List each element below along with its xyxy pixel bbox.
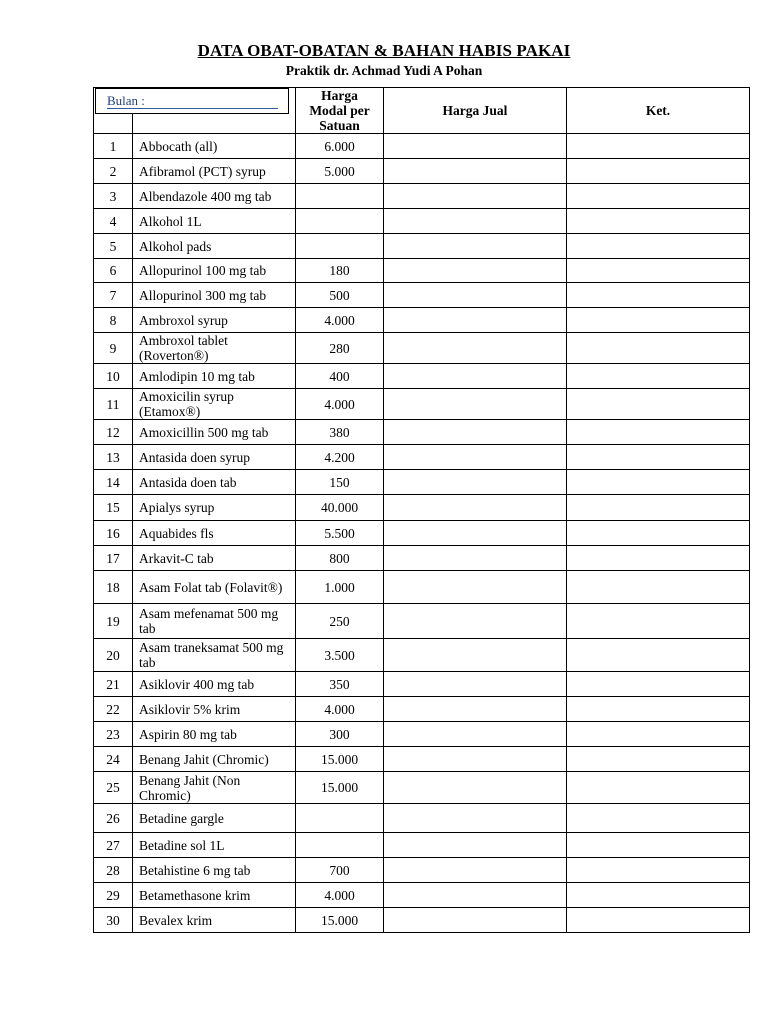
notes-cell[interactable] bbox=[567, 833, 750, 858]
price-sell-cell[interactable] bbox=[384, 772, 567, 804]
notes-cell[interactable] bbox=[567, 364, 750, 389]
price-modal: 350 bbox=[296, 672, 384, 697]
header-price-modal: Harga Modal per Satuan bbox=[296, 88, 384, 134]
table-row bbox=[94, 209, 750, 234]
notes-cell[interactable] bbox=[567, 858, 750, 883]
table-row bbox=[94, 747, 750, 772]
header-notes: Ket. bbox=[567, 88, 750, 134]
table-row bbox=[94, 883, 750, 908]
price-modal bbox=[296, 209, 384, 234]
row-number: 20 bbox=[94, 639, 133, 672]
price-sell-cell[interactable] bbox=[384, 209, 567, 234]
price-sell-cell[interactable] bbox=[384, 546, 567, 571]
price-sell-cell[interactable] bbox=[384, 697, 567, 722]
medicine-name: Betamethasone krim bbox=[133, 883, 296, 908]
header-price-sell: Harga Jual bbox=[384, 88, 567, 134]
price-sell-cell[interactable] bbox=[384, 521, 567, 546]
price-modal: 280 bbox=[296, 333, 384, 364]
document-subtitle: Praktik dr. Achmad Yudi A Pohan bbox=[285, 63, 483, 78]
price-sell-cell[interactable] bbox=[384, 804, 567, 833]
price-sell-cell[interactable] bbox=[384, 495, 567, 521]
notes-cell[interactable] bbox=[567, 308, 750, 333]
price-sell-cell[interactable] bbox=[384, 259, 567, 283]
month-underline bbox=[107, 108, 278, 109]
price-sell-cell[interactable] bbox=[384, 389, 567, 420]
price-modal: 15.000 bbox=[296, 908, 384, 933]
medicine-name: Apialys syrup bbox=[133, 495, 296, 521]
table-row bbox=[94, 833, 750, 858]
table-row bbox=[94, 697, 750, 722]
medicine-name: Afibramol (PCT) syrup bbox=[133, 159, 296, 184]
notes-cell[interactable] bbox=[567, 521, 750, 546]
notes-cell[interactable] bbox=[567, 209, 750, 234]
row-number: 24 bbox=[94, 747, 133, 772]
row-number: 19 bbox=[94, 604, 133, 639]
table-row bbox=[94, 364, 750, 389]
medicine-name: Antasida doen syrup bbox=[133, 445, 296, 470]
notes-cell[interactable] bbox=[567, 883, 750, 908]
price-sell-cell[interactable] bbox=[384, 234, 567, 259]
medicine-name: Amoxicilin syrup (Etamox®) bbox=[133, 389, 296, 420]
price-sell-cell[interactable] bbox=[384, 858, 567, 883]
row-number: 26 bbox=[94, 804, 133, 833]
row-number: 13 bbox=[94, 445, 133, 470]
row-number: 18 bbox=[94, 571, 133, 604]
month-field[interactable] bbox=[95, 88, 289, 114]
medicine-name: Benang Jahit (Chromic) bbox=[133, 747, 296, 772]
table-row bbox=[94, 858, 750, 883]
row-number: 27 bbox=[94, 833, 133, 858]
notes-cell[interactable] bbox=[567, 747, 750, 772]
price-modal: 700 bbox=[296, 858, 384, 883]
price-sell-cell[interactable] bbox=[384, 833, 567, 858]
table-row bbox=[94, 283, 750, 308]
table-row bbox=[94, 604, 750, 639]
price-sell-cell[interactable] bbox=[384, 672, 567, 697]
medicine-name: Amoxicillin 500 mg tab bbox=[133, 420, 296, 445]
row-number: 9 bbox=[94, 333, 133, 364]
medicine-name: Allopurinol 100 mg tab bbox=[133, 259, 296, 283]
notes-cell[interactable] bbox=[567, 772, 750, 804]
price-modal: 5.500 bbox=[296, 521, 384, 546]
price-modal: 3.500 bbox=[296, 639, 384, 672]
price-sell-cell[interactable] bbox=[384, 571, 567, 604]
medicine-name: Ambroxol tablet (Roverton®) bbox=[133, 333, 296, 364]
table-row bbox=[94, 521, 750, 546]
table-row bbox=[94, 134, 750, 159]
row-number: 21 bbox=[94, 672, 133, 697]
row-number: 1 bbox=[94, 134, 133, 159]
table-row bbox=[94, 445, 750, 470]
document-title: DATA OBAT-OBATAN & BAHAN HABIS PAKAI bbox=[197, 41, 571, 60]
price-modal: 400 bbox=[296, 364, 384, 389]
medicine-name: Alkohol pads bbox=[133, 234, 296, 259]
price-modal: 4.000 bbox=[296, 883, 384, 908]
medicine-name: Betadine sol 1L bbox=[133, 833, 296, 858]
price-sell-cell[interactable] bbox=[384, 184, 567, 209]
notes-cell[interactable] bbox=[567, 333, 750, 364]
price-modal: 1.000 bbox=[296, 571, 384, 604]
notes-cell[interactable] bbox=[567, 697, 750, 722]
row-number: 22 bbox=[94, 697, 133, 722]
price-sell-cell[interactable] bbox=[384, 604, 567, 639]
price-modal: 4.200 bbox=[296, 445, 384, 470]
price-sell-cell[interactable] bbox=[384, 883, 567, 908]
notes-cell[interactable] bbox=[567, 234, 750, 259]
notes-cell[interactable] bbox=[567, 389, 750, 420]
row-number: 6 bbox=[94, 259, 133, 283]
notes-cell[interactable] bbox=[567, 672, 750, 697]
table-row bbox=[94, 184, 750, 209]
price-sell-cell[interactable] bbox=[384, 159, 567, 184]
table-row bbox=[94, 470, 750, 495]
notes-cell[interactable] bbox=[567, 159, 750, 184]
medicine-name: Betahistine 6 mg tab bbox=[133, 858, 296, 883]
notes-cell[interactable] bbox=[567, 571, 750, 604]
notes-cell[interactable] bbox=[567, 639, 750, 672]
medicine-name: Asam Folat tab (Folavit®) bbox=[133, 571, 296, 604]
table-row bbox=[94, 908, 750, 933]
medicine-name: Antasida doen tab bbox=[133, 470, 296, 495]
row-number: 10 bbox=[94, 364, 133, 389]
row-number: 11 bbox=[94, 389, 133, 420]
month-label: Bulan : bbox=[107, 93, 145, 108]
notes-cell[interactable] bbox=[567, 259, 750, 283]
price-sell-cell[interactable] bbox=[384, 308, 567, 333]
medicine-name: Arkavit-C tab bbox=[133, 546, 296, 571]
row-number: 16 bbox=[94, 521, 133, 546]
row-number: 29 bbox=[94, 883, 133, 908]
medicine-name: Asiklovir 400 mg tab bbox=[133, 672, 296, 697]
table-row bbox=[94, 308, 750, 333]
price-modal: 40.000 bbox=[296, 495, 384, 521]
price-modal bbox=[296, 833, 384, 858]
table-row bbox=[94, 234, 750, 259]
price-sell-cell[interactable] bbox=[384, 639, 567, 672]
table-row bbox=[94, 495, 750, 521]
price-modal: 380 bbox=[296, 420, 384, 445]
medicine-name: Asam mefenamat 500 mg tab bbox=[133, 604, 296, 639]
table-body bbox=[94, 88, 750, 933]
row-number: 30 bbox=[94, 908, 133, 933]
price-modal: 500 bbox=[296, 283, 384, 308]
table-row bbox=[94, 722, 750, 747]
table-row bbox=[94, 333, 750, 364]
notes-cell[interactable] bbox=[567, 495, 750, 521]
price-modal bbox=[296, 234, 384, 259]
row-number: 7 bbox=[94, 283, 133, 308]
table-row bbox=[94, 420, 750, 445]
table-row bbox=[94, 571, 750, 604]
price-modal: 15.000 bbox=[296, 772, 384, 804]
row-number: 4 bbox=[94, 209, 133, 234]
price-modal: 4.000 bbox=[296, 308, 384, 333]
notes-cell[interactable] bbox=[567, 722, 750, 747]
price-modal: 6.000 bbox=[296, 134, 384, 159]
medicine-name: Alkohol 1L bbox=[133, 209, 296, 234]
price-modal: 150 bbox=[296, 470, 384, 495]
price-modal: 5.000 bbox=[296, 159, 384, 184]
medicine-name: Ambroxol syrup bbox=[133, 308, 296, 333]
notes-cell[interactable] bbox=[567, 470, 750, 495]
price-sell-cell[interactable] bbox=[384, 722, 567, 747]
notes-cell[interactable] bbox=[567, 546, 750, 571]
medicine-name: Asiklovir 5% krim bbox=[133, 697, 296, 722]
price-sell-cell[interactable] bbox=[384, 908, 567, 933]
medicine-name: Aspirin 80 mg tab bbox=[133, 722, 296, 747]
price-sell-cell[interactable] bbox=[384, 747, 567, 772]
medicine-name: Betadine gargle bbox=[133, 804, 296, 833]
price-modal bbox=[296, 184, 384, 209]
price-sell-cell[interactable] bbox=[384, 333, 567, 364]
price-modal: 800 bbox=[296, 546, 384, 571]
row-number: 23 bbox=[94, 722, 133, 747]
price-sell-cell[interactable] bbox=[384, 445, 567, 470]
medicine-name: Asam traneksamat 500 mg tab bbox=[133, 639, 296, 672]
row-number: 14 bbox=[94, 470, 133, 495]
medicine-table bbox=[93, 87, 750, 933]
medicine-name: Abbocath (all) bbox=[133, 134, 296, 159]
medicine-name: Benang Jahit (Non Chromic) bbox=[133, 772, 296, 804]
medicine-name: Amlodipin 10 mg tab bbox=[133, 364, 296, 389]
price-modal: 4.000 bbox=[296, 389, 384, 420]
notes-cell[interactable] bbox=[567, 283, 750, 308]
price-modal: 15.000 bbox=[296, 747, 384, 772]
notes-cell[interactable] bbox=[567, 908, 750, 933]
table-row bbox=[94, 672, 750, 697]
table-row bbox=[94, 804, 750, 833]
row-number: 2 bbox=[94, 159, 133, 184]
row-number: 12 bbox=[94, 420, 133, 445]
table-row bbox=[94, 546, 750, 571]
notes-cell[interactable] bbox=[567, 184, 750, 209]
price-modal: 250 bbox=[296, 604, 384, 639]
price-modal: 300 bbox=[296, 722, 384, 747]
row-number: 15 bbox=[94, 495, 133, 521]
row-number: 3 bbox=[94, 184, 133, 209]
price-sell-cell[interactable] bbox=[384, 364, 567, 389]
row-number: 8 bbox=[94, 308, 133, 333]
notes-cell[interactable] bbox=[567, 604, 750, 639]
table-row bbox=[94, 639, 750, 672]
row-number: 28 bbox=[94, 858, 133, 883]
medicine-name: Bevalex krim bbox=[133, 908, 296, 933]
notes-cell[interactable] bbox=[567, 445, 750, 470]
row-number: 17 bbox=[94, 546, 133, 571]
price-sell-cell[interactable] bbox=[384, 283, 567, 308]
price-modal bbox=[296, 804, 384, 833]
price-sell-cell[interactable] bbox=[384, 420, 567, 445]
medicine-name: Allopurinol 300 mg tab bbox=[133, 283, 296, 308]
price-modal: 4.000 bbox=[296, 697, 384, 722]
notes-cell[interactable] bbox=[567, 804, 750, 833]
price-sell-cell[interactable] bbox=[384, 134, 567, 159]
notes-cell[interactable] bbox=[567, 420, 750, 445]
row-number: 5 bbox=[94, 234, 133, 259]
price-modal: 180 bbox=[296, 259, 384, 283]
table-row bbox=[94, 159, 750, 184]
table-row bbox=[94, 259, 750, 283]
notes-cell[interactable] bbox=[567, 134, 750, 159]
table-row bbox=[94, 772, 750, 804]
medicine-name: Aquabides fls bbox=[133, 521, 296, 546]
row-number: 25 bbox=[94, 772, 133, 804]
table-row bbox=[94, 389, 750, 420]
medicine-name: Albendazole 400 mg tab bbox=[133, 184, 296, 209]
price-sell-cell[interactable] bbox=[384, 470, 567, 495]
